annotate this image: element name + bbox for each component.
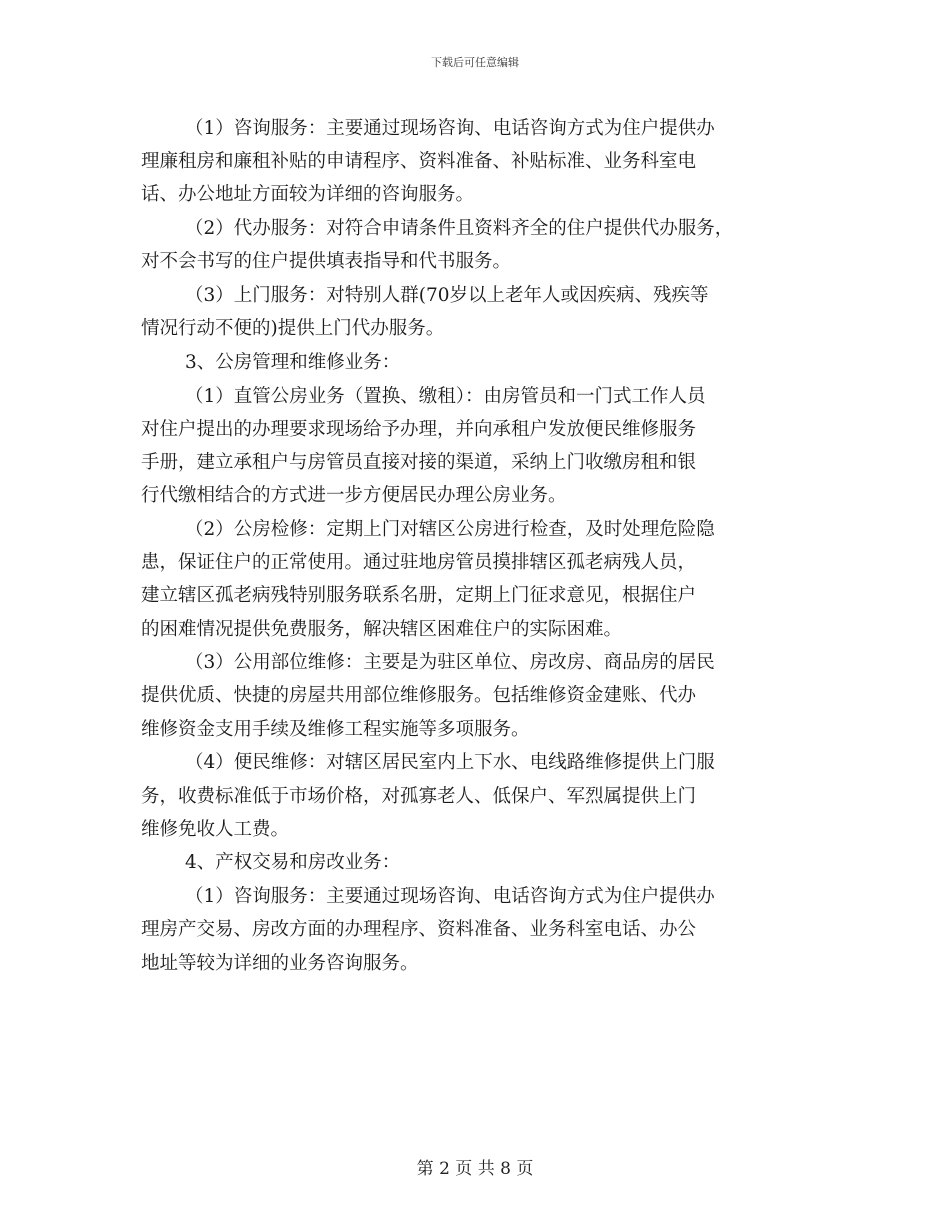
text-line: 手册，建立承租户与房管员直接对接的渠道，采纳上门收缴房租和银 [141, 452, 697, 474]
text-line: 话、办公地址方面较为详细的咨询服务。 [141, 184, 475, 206]
text-line: （1）直管公房业务（置换、缴租）：由房管员和一门式工作人员 [185, 385, 706, 407]
text-line: 提供优质、快捷的房屋共用部位维修服务。包括维修资金建账、代办 [141, 685, 697, 707]
text-line: 对不会书写的住户提供填表指导和代书服务。 [141, 251, 512, 273]
page-number: 第 2 页 共 8 页 [416, 1159, 534, 1179]
text-line: （3）上门服务：对特别人群(70岁以上老年人或因疾病、残疾等 [185, 285, 709, 307]
text-line: 患，保证住户的正常使用。通过驻地房管员摸排辖区孤老病残人员， [141, 552, 697, 574]
text-line: 务，收费标准低于市场价格，对孤寡老人、低保户、军烈属提供上门 [141, 785, 697, 807]
text-line: 理房产交易、房改方面的办理程序、资料准备、业务科室电话、办公 [141, 919, 697, 941]
text-line: 理廉租房和廉租补贴的申请程序、资料准备、补贴标准、业务科室电 [141, 151, 697, 173]
text-line: （2）代办服务：对符合申请条件且资料齐全的住户提供代办服务， [185, 218, 734, 240]
section-heading-property-transaction [141, 846, 811, 879]
text-line: （2）公房检修：定期上门对辖区公房进行检查，及时处理危险隐 [185, 518, 715, 540]
section-heading: 4、产权交易和房改业务： [185, 852, 401, 874]
paragraph-direct-public-housing [141, 380, 811, 513]
section-heading: 3、公房管理和维修业务： [185, 351, 401, 373]
text-line: （1）咨询服务：主要通过现场咨询、电话咨询方式为住户提供办 [185, 118, 715, 139]
page-header-note: 下载后可任意编辑 [431, 56, 519, 69]
paragraph-convenience-maintenance [141, 746, 811, 846]
paragraph-common-area-maintenance [141, 646, 811, 746]
paragraph-consulting-service [141, 112, 811, 212]
text-line: 维修免收人工费。 [141, 818, 290, 840]
text-line: 情况行动不便的)提供上门代办服务。 [141, 318, 445, 340]
text-line: 建立辖区孤老病残特别服务联系名册，定期上门征求意见，根据住户 [141, 585, 697, 607]
text-line: 的困难情况提供免费服务，解决辖区困难住户的实际困难。 [141, 618, 623, 640]
text-line: 对住户提出的办理要求现场给予办理，并向承租户发放便民维修服务 [141, 418, 697, 440]
text-line: 行代缴相结合的方式进一步方便居民办理公房业务。 [141, 485, 567, 507]
text-line: （4）便民维修：对辖区居民室内上下水、电线路维修提供上门服 [185, 752, 715, 774]
section-heading-public-housing [141, 346, 811, 379]
paragraph-agency-service [141, 212, 811, 278]
text-line: 维修资金支用手续及维修工程实施等多项服务。 [141, 718, 530, 740]
paragraph-public-housing-inspection [141, 513, 811, 646]
text-line: 地址等较为详细的业务咨询服务。 [141, 952, 419, 974]
text-line: （1）咨询服务：主要通过现场咨询、电话咨询方式为住户提供办 [185, 886, 715, 908]
paragraph-home-visit-service [141, 279, 811, 345]
paragraph-property-consulting-service [141, 880, 811, 980]
text-line: （3）公用部位维修：主要是为驻区单位、房改房、商品房的居民 [185, 652, 715, 674]
document-body [141, 112, 811, 980]
